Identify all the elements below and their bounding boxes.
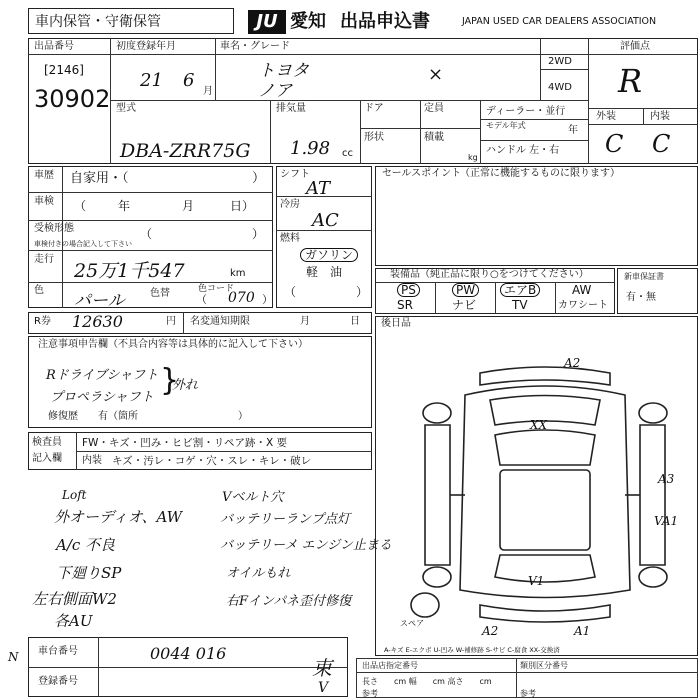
notes-suffix: 外れ [172, 378, 199, 393]
form-title: 出品申込書 [340, 11, 430, 32]
footer-dimensions: 長さ cm 幅 cm 高さ cm [362, 677, 492, 686]
margin-mark-bottom: V [318, 680, 329, 696]
margin-mark-left: N [8, 650, 19, 664]
mark-xx: XX [530, 418, 548, 432]
inspection-month: 月 [182, 199, 195, 213]
displacement-value: 1.98 [290, 138, 331, 159]
car-mark: × [428, 64, 444, 85]
front-bumper [480, 367, 610, 385]
fuel-label: 燃料 [280, 233, 300, 244]
rear-bumper [480, 605, 610, 622]
notes-line2: プロペラシャフト [50, 390, 154, 405]
handle-label: ハンドル 左・右 [486, 145, 560, 156]
sales-point-note: （正常に機能するものに限ります） [460, 168, 620, 179]
model-year-unit: 年 [568, 125, 578, 136]
color-code-label: 色コード [198, 284, 235, 294]
spare-label: スペア [400, 619, 424, 628]
history-label: 車歴 [34, 170, 54, 181]
shape-label: 形状 [364, 132, 384, 143]
equip-airbag: エアB [500, 283, 540, 297]
spare-tire [411, 593, 439, 617]
inspector-row2-label: 内装 [82, 455, 102, 466]
car-name-label: 車名・グレード [220, 41, 290, 52]
color-code-close: ） [262, 293, 273, 306]
mileage-label: 走行 [34, 254, 54, 265]
equip-pw: PW [452, 283, 479, 297]
roof [500, 470, 590, 550]
reception-open: （ [140, 227, 153, 241]
model-year-label: モデル年式 [486, 121, 526, 130]
mileage-value: 25万1千547 [74, 260, 185, 282]
shift-value: AT [306, 178, 331, 199]
color-swap-label: 色替 [150, 288, 170, 299]
car-diagram [395, 355, 695, 655]
interior-grade: C [652, 130, 671, 158]
chassis-label: 車台番号 [38, 646, 78, 657]
chassis-number: 0044 016 [150, 644, 227, 663]
rating-value: R [618, 62, 643, 100]
mark-a2-bottom: A2 [482, 624, 499, 638]
first-reg-year: 21 [140, 70, 163, 91]
notes-label: 注意事項申告欄（不具合内容等は具体的に記入して下さい） [38, 339, 308, 350]
equip-ps: PS [397, 283, 420, 297]
mark-va1: VA1 [654, 514, 679, 528]
remark-right-4: オイルもれ [226, 566, 291, 581]
footer-shop-number: 出品店指定番号 [362, 661, 418, 670]
remark-left-5: 左右側面W2 [32, 590, 117, 608]
right-side [640, 425, 665, 565]
displacement-label: 排気量 [276, 103, 306, 114]
equip-tv: TV [512, 298, 528, 312]
rating-label: 評価点 [620, 41, 650, 52]
remark-right-5: 右Fインパネ歪付修復 [226, 594, 352, 609]
fuel-open: （ [284, 285, 297, 299]
ac-label: 冷房 [280, 199, 300, 210]
door-label: ドア [364, 103, 384, 114]
footer-ref-2: 参考 [520, 689, 536, 698]
fuel-close: ） [356, 285, 369, 299]
load-unit: kg [468, 153, 478, 162]
color-label: 色 [34, 285, 44, 296]
color-code-open: （ [196, 293, 207, 306]
mark-a2-top: A2 [564, 356, 581, 370]
equip-seat: カワシート [558, 300, 608, 311]
model-label: 型式 [116, 103, 136, 114]
equip-navi: ナビ [452, 298, 477, 312]
mark-a3: A3 [658, 472, 675, 486]
drive-4wd: 4WD [548, 82, 572, 93]
mark-a1: A1 [574, 624, 591, 638]
mark-v1: V1 [528, 574, 545, 588]
recycle-unit: 円 [166, 316, 176, 327]
warranty-label: 新車保証書 [624, 272, 664, 281]
exterior-label: 外装 [596, 111, 616, 122]
remark-right-2: バッテリーランプ点灯 [220, 512, 351, 527]
inspection-day: 日） [230, 199, 255, 213]
mileage-unit: km [230, 268, 246, 279]
remark-left-2: 外オーディオ、AW [54, 508, 183, 526]
exterior-grade: C [605, 130, 624, 158]
name-change-day: 日 [350, 316, 360, 327]
sales-point-label: セールスポイント [382, 168, 462, 179]
equipment-label: 装備品（純正品に限り○をつけてください） [390, 269, 589, 280]
storage-note: 車内保管・守衛保管 [35, 14, 161, 30]
lot-sub-number: [2146] [44, 63, 84, 77]
first-reg-month-unit: 月 [203, 86, 213, 97]
storage-note-box [28, 8, 234, 34]
drive-2wd: 2WD [548, 56, 572, 67]
name-change-label: 名変通知期限 [190, 316, 250, 327]
remark-right-3: バッテリーメ エンジン止まる [220, 538, 392, 553]
name-change-month: 月 [300, 316, 310, 327]
recycle-label: R券 [34, 316, 51, 327]
dealer-label: ディーラー・並行 [486, 106, 566, 117]
equip-sr: SR [397, 298, 413, 312]
remark-left-3: A/c 不良 [56, 536, 116, 554]
inspection-open: （ [74, 199, 87, 213]
remark-left-4: 下廻りSP [56, 564, 122, 582]
car-model: ノア [258, 81, 292, 101]
damage-legend: A-キズ E-エクボ U-凹み W-補修跡 S-サビ C-腐食 XX-交換済 [384, 646, 560, 654]
reception-note: 車検付きの場合記入して下さい [34, 240, 132, 248]
inspection-year: 年 [118, 199, 131, 213]
reception-close: ） [252, 227, 265, 241]
color-code-value: 070 [228, 290, 255, 306]
rear-window [495, 555, 595, 582]
color-value: パール [74, 291, 125, 311]
fuel-gasoline: ガソリン [300, 248, 358, 262]
brace-mark: } [160, 363, 180, 398]
fuel-diesel: 軽 油 [306, 265, 343, 279]
remark-left-1: Loft [62, 488, 87, 502]
org-name: 愛知 [290, 11, 326, 32]
capacity-label: 定員 [424, 103, 444, 114]
later-date-label: 後日品 [381, 318, 411, 329]
interior-label: 内装 [650, 111, 670, 122]
first-reg-month: 6 [183, 70, 195, 91]
history-close: ） [252, 171, 266, 186]
displacement-unit: cc [342, 148, 353, 159]
inspector-label1: 検査員 [32, 437, 62, 448]
reception-label: 受検形態 [34, 223, 74, 234]
recycle-value: 12630 [72, 312, 123, 331]
footer-class-number: 類別区分番号 [520, 661, 568, 670]
wheel-fr [639, 403, 667, 423]
load-label: 積載 [424, 132, 444, 143]
wheel-rl [423, 567, 451, 587]
warranty-value: 有・無 [626, 292, 656, 303]
inspector-row2: キズ・汚レ・コゲ・穴・スレ・キレ・破レ [112, 455, 312, 467]
shift-label: シフト [280, 169, 310, 180]
car-maker: トヨタ [258, 61, 309, 81]
chassis-stamp: 束 [312, 656, 332, 680]
registration-label: 登録番号 [38, 676, 78, 687]
sales-point-box [375, 166, 698, 266]
left-side [425, 425, 450, 565]
remark-right-1: Vベルト穴 [222, 490, 284, 505]
lot-label: 出品番号 [34, 41, 74, 52]
repair-history: 修復歴 有（箇所 ） [48, 411, 248, 422]
equip-aw: AW [572, 283, 592, 297]
wheel-rr [639, 567, 667, 587]
windshield [495, 430, 595, 465]
first-reg-label: 初度登録年月 [116, 41, 176, 52]
footer-ref-1: 参考 [362, 689, 378, 698]
history-value: 自家用・（ [70, 171, 129, 186]
inspector-label2: 記入欄 [32, 453, 62, 464]
inspection-label: 車検 [34, 196, 54, 207]
notes-line1: Rドライブシャフト [46, 368, 159, 383]
remark-left-6: 各AU [54, 612, 93, 630]
lot-number: 30902 [34, 85, 111, 113]
inspector-row1: FW・キズ・凹み・ヒビ割・リペア跡・X 要 [82, 437, 288, 449]
ac-value: AC [312, 210, 339, 231]
org-english: JAPAN USED CAR DEALERS ASSOCIATION [462, 16, 657, 27]
ju-logo: JU [248, 10, 286, 34]
wheel-fl [423, 403, 451, 423]
model-code: DBA-ZRR75G [120, 140, 251, 162]
